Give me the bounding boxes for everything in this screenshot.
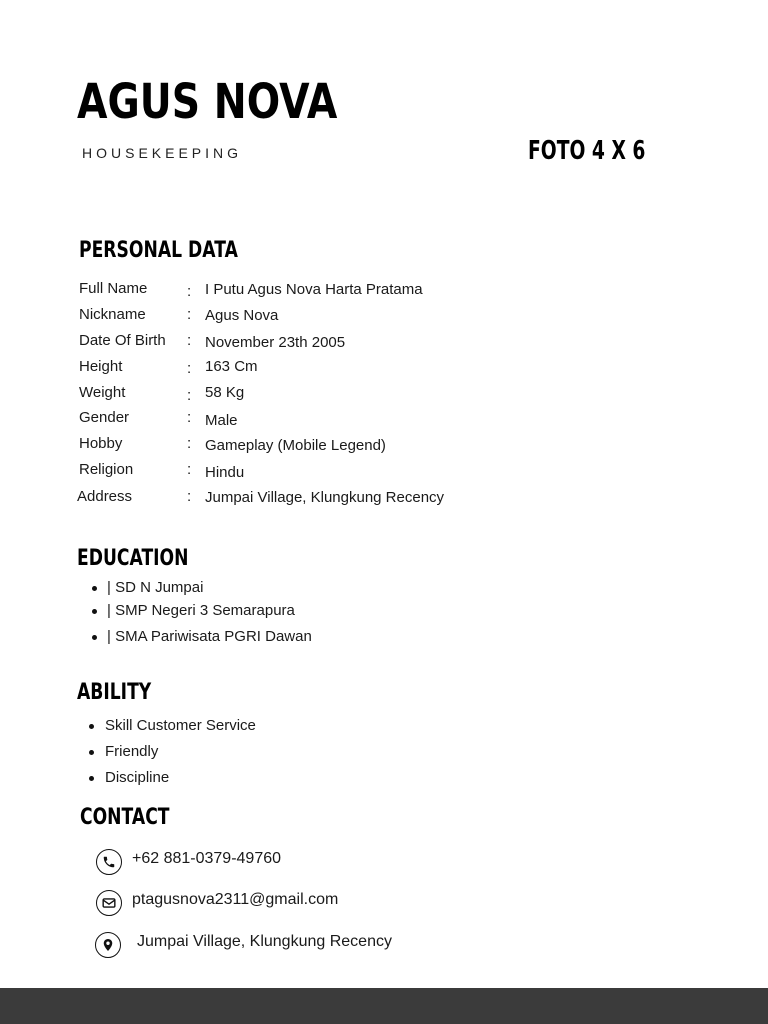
section-title-contact: CONTACT bbox=[80, 805, 170, 830]
section-title-education: EDUCATION bbox=[77, 546, 189, 571]
field-separator: : bbox=[187, 306, 192, 323]
candidate-role: HOUSEKEEPING bbox=[82, 145, 243, 161]
personal-data-row bbox=[0, 306, 768, 330]
bullet-icon bbox=[89, 750, 94, 755]
personal-data-row bbox=[0, 461, 768, 485]
bullet-icon bbox=[89, 776, 94, 781]
field-separator: : bbox=[187, 488, 192, 505]
phone-icon bbox=[96, 849, 122, 875]
personal-data-row bbox=[0, 332, 768, 356]
field-separator: : bbox=[187, 283, 192, 300]
field-label: Height bbox=[79, 358, 123, 375]
bullet-icon bbox=[92, 586, 97, 591]
bullet-icon bbox=[92, 635, 97, 640]
email-address: ptagusnova2311@gmail.com bbox=[132, 891, 339, 908]
personal-data-row bbox=[0, 358, 768, 382]
field-label: Full Name bbox=[79, 280, 148, 297]
photo-placeholder-label: FOTO 4 X 6 bbox=[528, 136, 646, 166]
email-icon bbox=[96, 890, 122, 916]
footer-bar bbox=[0, 988, 768, 1024]
home-address: Jumpai Village, Klungkung Recency bbox=[137, 933, 392, 950]
field-label: Gender bbox=[79, 409, 130, 426]
field-label: Weight bbox=[79, 384, 126, 401]
field-value: 163 Cm bbox=[205, 358, 258, 375]
personal-data-row bbox=[0, 280, 768, 304]
resume-page: AGUS NOVA HOUSEKEEPING FOTO 4 X 6 PERSONAL DATA Full Name : I Putu Agus Nova Harta Pratama Nickname : Agus Nova Date Of Birth : November 23th 2005 Height : 163 Cm Weight : 58 Kg Gender : Male Hobby : Gameplay (Mobile Legend) Religion : Hindu Address : Jumpai Village, Klungkung Recency EDUCATION | SD N Jumpai | SMP Negeri 3 Semarapura | SMA Pariwisata PGRI Dawan ABILITY Skill Customer Service Friendly Discipline CONTACT +62 881-0379-49760 ptagusnova2311@gmail.com Jumpai Village, Klungkung Recency bbox=[0, 0, 768, 1024]
phone-number: +62 881-0379-49760 bbox=[132, 850, 282, 867]
field-value: Male bbox=[205, 412, 238, 429]
field-label: Religion bbox=[79, 461, 134, 478]
personal-data-row bbox=[0, 409, 768, 433]
section-title-personal-data: PERSONAL DATA bbox=[79, 238, 238, 263]
contact-address bbox=[0, 930, 768, 962]
bullet-icon bbox=[92, 609, 97, 614]
field-label: Date Of Birth bbox=[79, 332, 166, 349]
location-pin-icon bbox=[95, 932, 121, 958]
field-separator: : bbox=[187, 360, 192, 377]
bullet-icon bbox=[89, 724, 94, 729]
field-label: Hobby bbox=[79, 435, 123, 452]
field-separator: : bbox=[187, 332, 192, 349]
field-separator: : bbox=[187, 409, 192, 426]
field-value: 58 Kg bbox=[205, 384, 245, 401]
field-separator: : bbox=[187, 387, 192, 404]
section-title-ability: ABILITY bbox=[77, 680, 152, 705]
field-value: Hindu bbox=[205, 464, 245, 481]
personal-data-row bbox=[0, 384, 768, 408]
field-value: Jumpai Village, Klungkung Recency bbox=[205, 489, 445, 506]
field-separator: : bbox=[187, 435, 192, 452]
personal-data-row bbox=[0, 435, 768, 459]
field-label: Address bbox=[77, 488, 133, 505]
field-value: I Putu Agus Nova Harta Pratama bbox=[205, 281, 423, 298]
field-value: November 23th 2005 bbox=[205, 334, 346, 351]
personal-data-row bbox=[0, 488, 768, 512]
candidate-name: AGUS NOVA bbox=[77, 74, 338, 130]
contact-email bbox=[0, 889, 768, 921]
field-separator: : bbox=[187, 461, 192, 478]
field-value: Gameplay (Mobile Legend) bbox=[205, 437, 386, 454]
contact-phone bbox=[0, 848, 768, 880]
field-label: Nickname bbox=[79, 306, 146, 323]
field-value: Agus Nova bbox=[205, 307, 279, 324]
